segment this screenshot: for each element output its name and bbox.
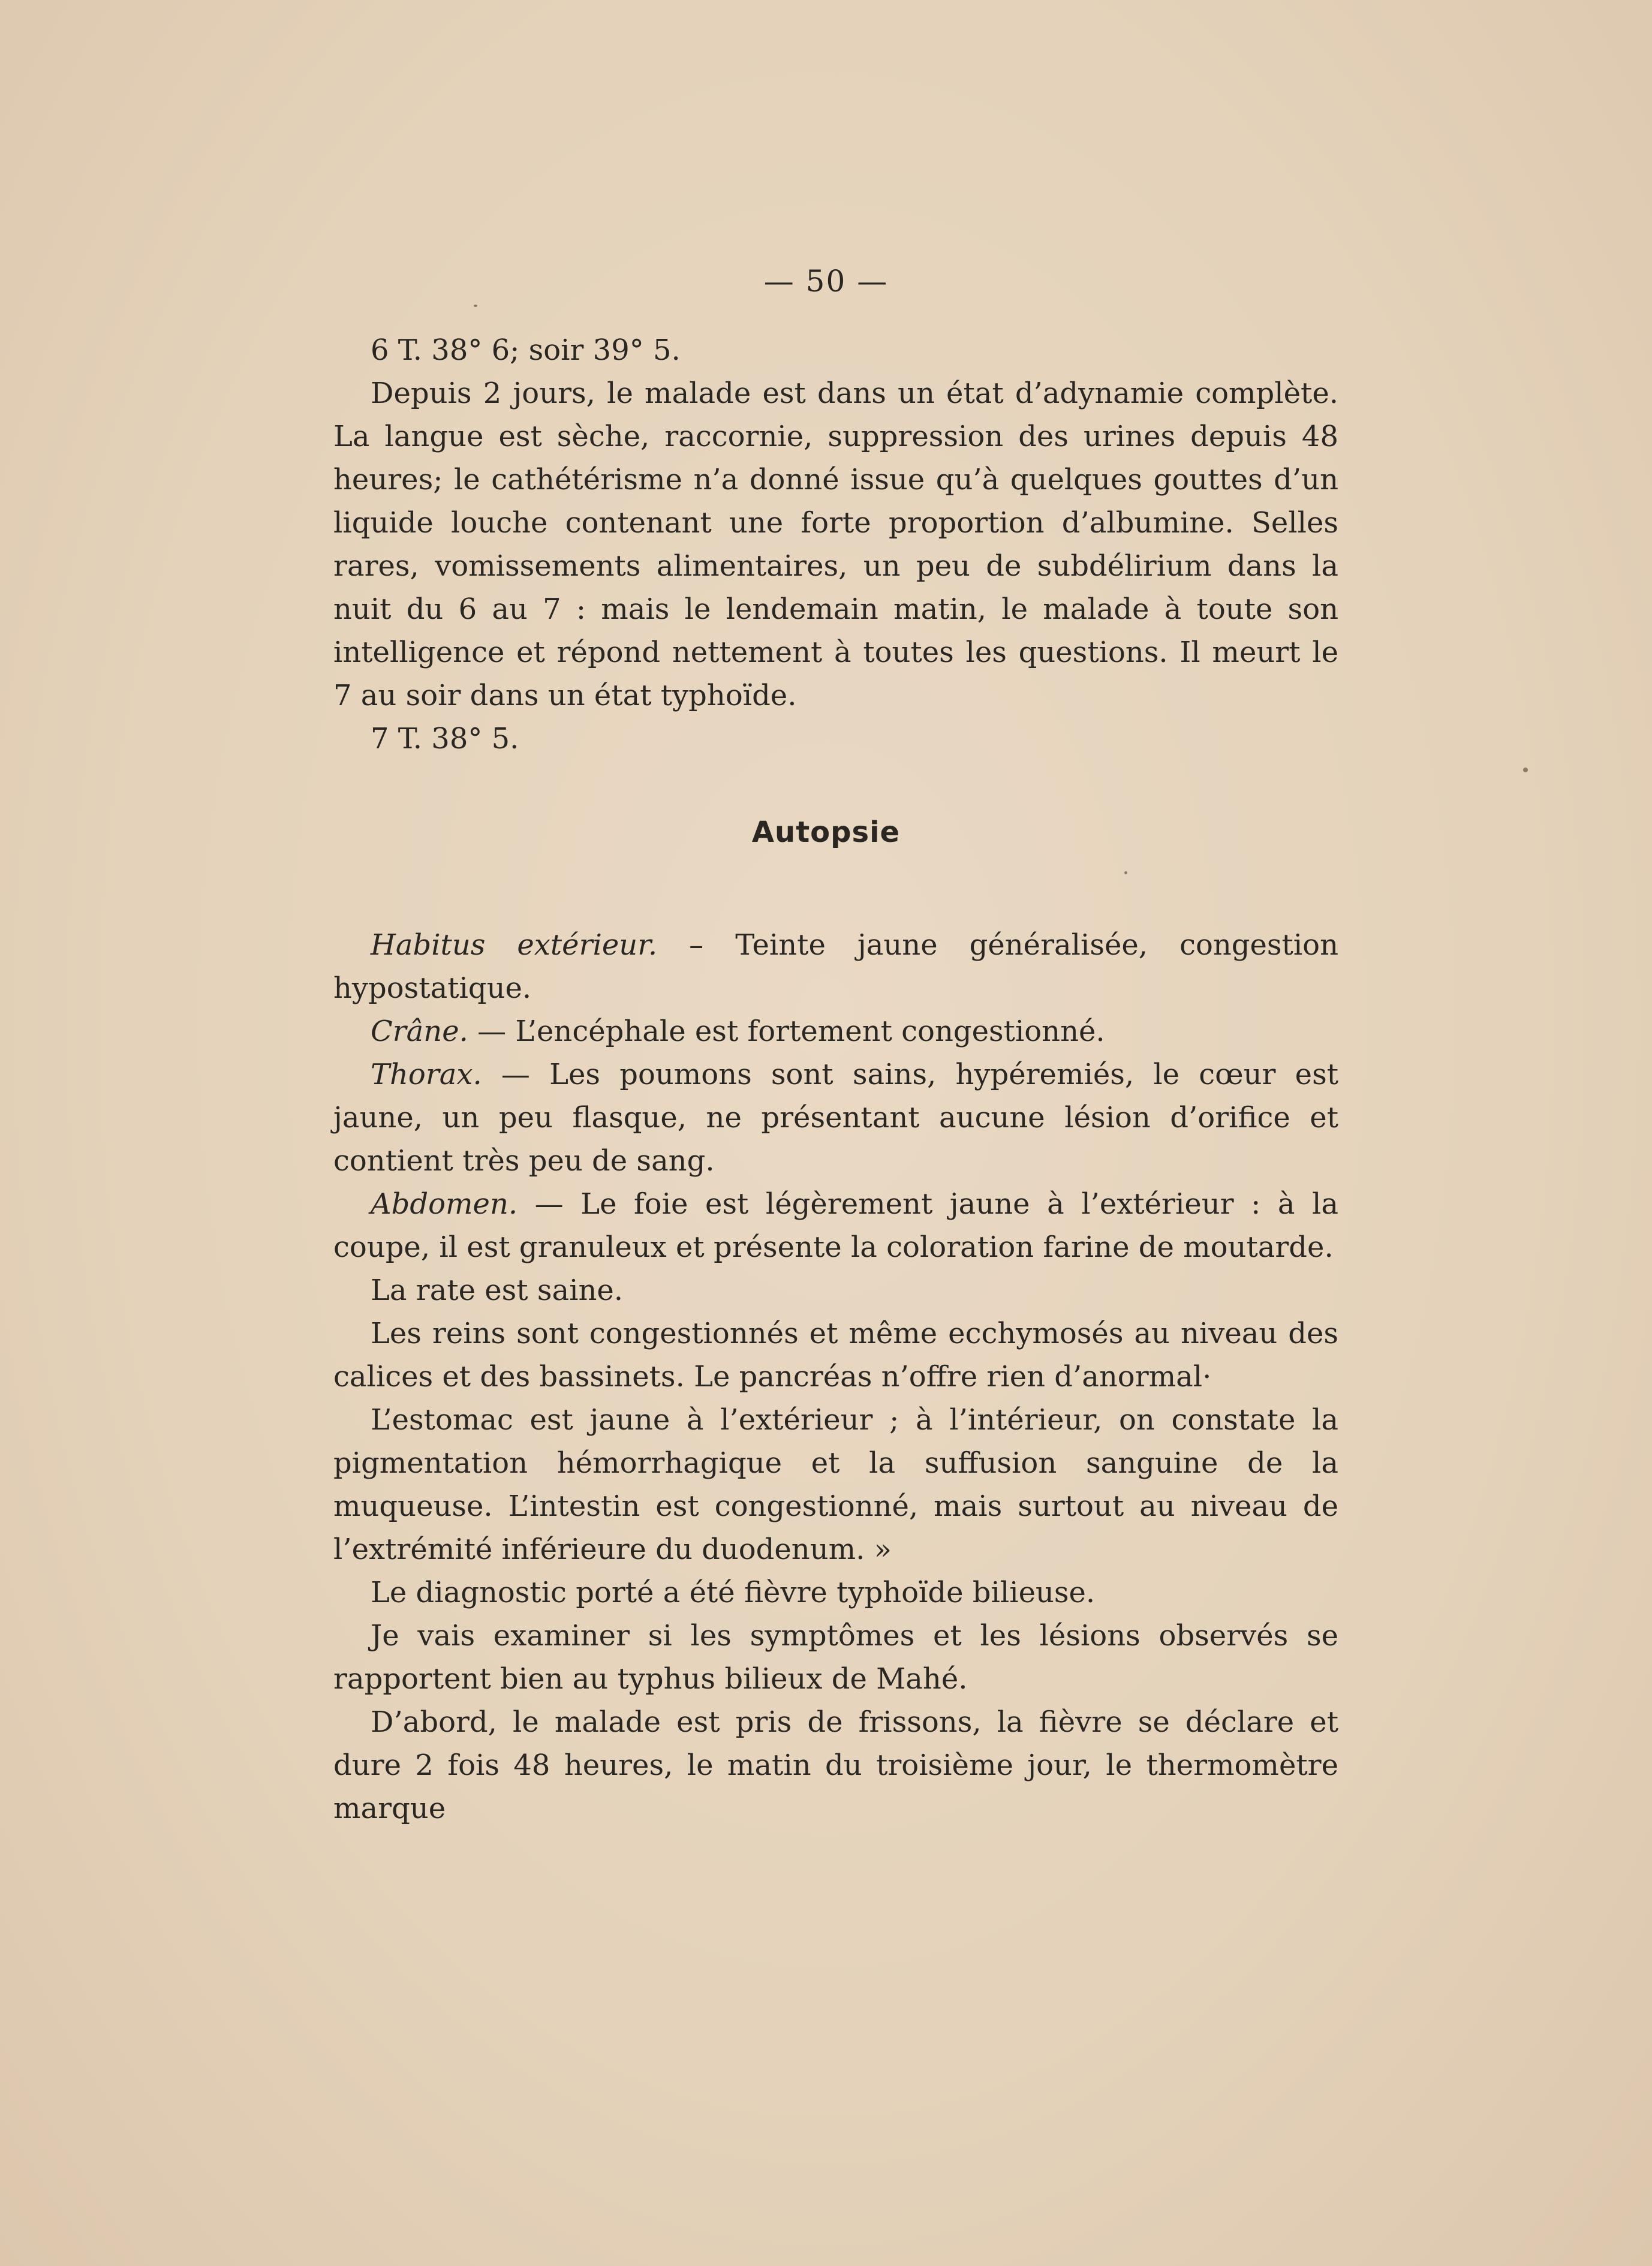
finding-text: — Le foie est légèrement jaune à l’extérieur : à la coupe, il est granuleux et présente la coloration farine de moutarde. — [333, 1187, 1338, 1264]
finding-text: — Les poumons sont sains, hypéremiés, le cœur est jaune, un peu flasque, ne présentant aucune lésion d’orifice et contient très peu de sang. — [333, 1058, 1338, 1178]
temperature-entry-day-7: 7 T. 38° 5. — [371, 722, 519, 756]
finding-text: Les reins sont congestionnés et même ecchymosés au niveau des calices et des bassinets. Le pancréas n’offre rien d’anormal· — [333, 1317, 1338, 1394]
section-heading: Autopsie — [751, 815, 901, 849]
finding-label: Crâne. — [371, 1015, 468, 1048]
paper-speck — [1124, 871, 1127, 874]
finding-text: L’estomac est jaune à l’extérieur ; à l’intérieur, on constate la pigmentation hémorrhagique et la suffusion sanguine de la muqueuse. L’intestin est congestionné, mais surtout au niveau de l’extrémité inférieure du duodenum. » — [333, 1403, 1338, 1566]
finding-crane — [333, 1010, 1338, 1053]
finding-text: Le diagnostic porté a été fièvre typhoïde bilieuse. — [371, 1576, 1096, 1609]
discussion-paragraph — [333, 1614, 1338, 1701]
paper-speck — [1523, 768, 1528, 772]
finding-estomac — [333, 1398, 1338, 1571]
finding-text: — L’encéphale est fortement congestionné. — [468, 1015, 1105, 1048]
autopsy-findings — [333, 923, 1338, 1830]
finding-text: Je vais examiner si les symptômes et les lésions observés se rapportent bien au typhus bilieux de Mahé. — [333, 1619, 1338, 1696]
finding-abdomen — [333, 1182, 1338, 1269]
finding-label: Abdomen. — [371, 1187, 518, 1221]
finding-habitus — [333, 923, 1338, 1010]
finding-label: Thorax. — [371, 1058, 482, 1091]
finding-label: Habitus extérieur. — [371, 928, 658, 962]
finding-thorax — [333, 1053, 1338, 1182]
finding-text: D’abord, le malade est pris de frissons, la fièvre se déclare et dure 2 fois 48 heures, le matin du troisième jour, le thermomètre marque — [333, 1705, 1338, 1825]
case-notes — [333, 329, 1338, 760]
diagnosis-paragraph — [333, 1571, 1338, 1614]
finding-reins — [333, 1312, 1338, 1398]
clinical-course-paragraph: Depuis 2 jours, le malade est dans un état d’adynamie complète. La langue est sèche, raccornie, suppression des urines depuis 48 heures; le cathétérisme n’a donné issue qu’à quelques gouttes d’un liquide louche contenant une forte proportion d’albumine. Selles rares, vomissements alimentaires, un peu de subdélirium dans la nuit du 6 au 7 : mais le lendemain matin, le malade à toute son intelligence et répond nettement à toutes les questions. Il meurt le 7 au soir dans un état typhoïde. — [333, 377, 1338, 712]
finding-text: – Teinte jaune généralisée, congestion hypostatique. — [333, 928, 1338, 1005]
course-analysis-paragraph — [333, 1701, 1338, 1830]
finding-rate — [333, 1269, 1338, 1312]
temperature-entry-day-6: 6 T. 38° 6; soir 39° 5. — [371, 333, 681, 367]
paper-speck — [474, 305, 477, 307]
page-number: — 50 — — [763, 264, 889, 299]
finding-text: La rate est saine. — [371, 1274, 624, 1307]
